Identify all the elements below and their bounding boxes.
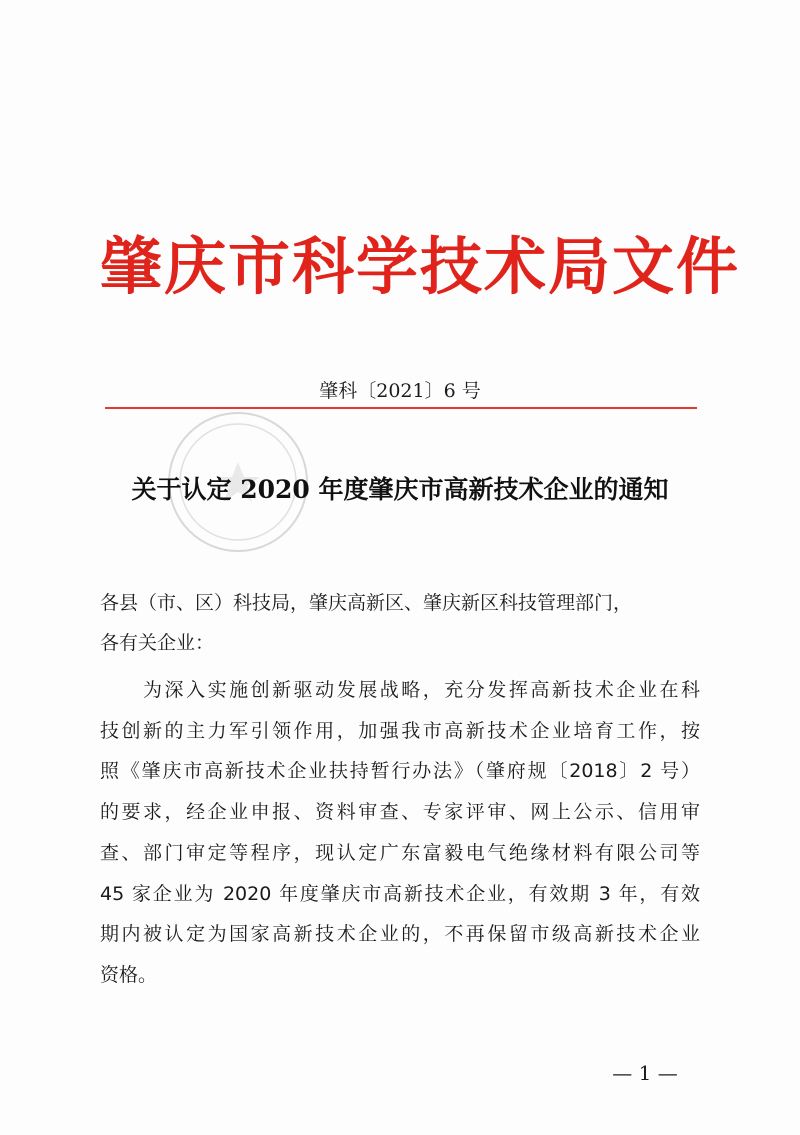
body-line: 照《肇庆市高新技术企业扶持暂行办法》（肇府规〔2018〕2 号） [100, 760, 700, 783]
body-line: 为深入实施创新驱动发展战略，充分发挥高新技术企业在科 [100, 679, 700, 701]
addressee-line: 各县（市、区）科技局，肇庆高新区、肇庆新区科技管理部门， [100, 592, 633, 614]
document-header-title: 肇庆市科学技术局文件 [100, 230, 741, 303]
page-number: — 1 — [612, 1061, 678, 1085]
body-line: 查、部门审定等程序，现认定广东富毅电气绝缘材料有限公司等 [100, 841, 700, 864]
red-divider-line [105, 407, 697, 409]
body-line: 期内被认定为国家高新技术企业的，不再保留市级高新技术企业 [100, 923, 700, 946]
body-line: 的要求，经企业申报、资料审查、专家评审、网上公示、信用审 [100, 801, 700, 824]
body-line: 技创新的主力军引领作用，加强我市高新技术企业培育工作，按 [100, 719, 700, 742]
notice-title: 关于认定 2020 年度肇庆市高新技术企业的通知 [131, 475, 669, 504]
addressee-line: 各有关企业： [100, 632, 215, 654]
document-number: 肇科〔2021〕6 号 [319, 380, 481, 402]
body-paragraph [100, 670, 700, 996]
body-line: 资格。 [100, 963, 158, 986]
addressee-block [100, 583, 710, 663]
body-line: 45 家企业为 2020 年度肇庆市高新技术企业，有效期 3 年，有效 [100, 882, 700, 905]
